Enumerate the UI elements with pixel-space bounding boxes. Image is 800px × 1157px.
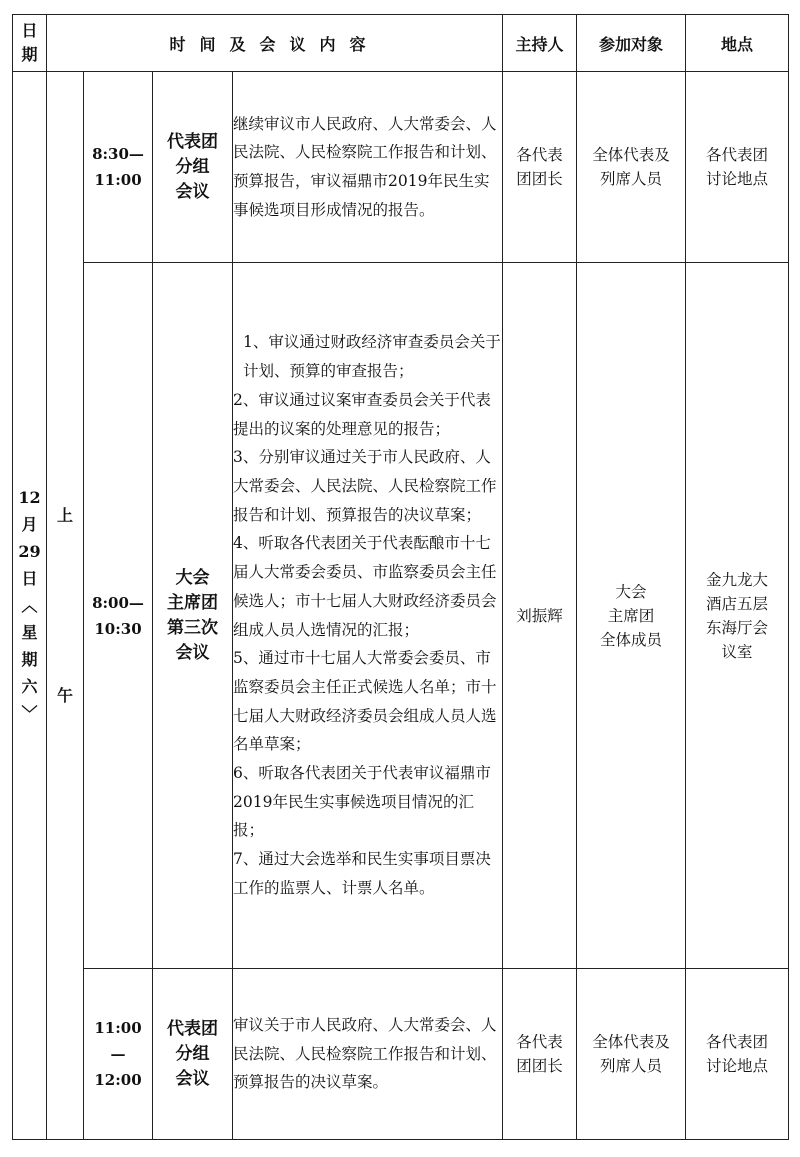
period-char: 午 [56,685,73,705]
header-row [13,15,789,72]
header-date-char: 期 [21,45,38,64]
agenda-item: 1、审议通过财政经济审查委员会关于计划、预算的审查报告； [243,333,501,381]
header-date-char: 日 [21,21,38,40]
agenda-item: 2、审议通过议案审查委员会关于代表提出的议案的处理意见的报告； [233,390,491,438]
session-type: 代表团 分组 会议 [153,969,233,1140]
session-content [233,263,503,969]
agenda-item: 6、听取各代表团关于代表审议福鼎市2019年民生实事候选项目情况的汇报； [233,764,491,840]
session-content: 继续审议市人民政府、人大常委会、人民法院、人民检察院工作报告和计划、预算报告，审议福鼎市2019年民生实事候选项目形成情况的报告。 [233,72,503,263]
header-attendees: 参加对象 [577,15,686,72]
session-row-3 [13,969,789,1140]
session-time: 8:00— 10:30 [84,263,153,969]
session-content: 审议关于市人民政府、人大常委会、人民法院、人民检察院工作报告和计划、预算报告的决议草案。 [233,969,503,1140]
session-time: 8:30— 11:00 [84,72,153,263]
session-host: 各代表 团团长 [503,969,577,1140]
date-cell [13,72,47,1140]
agenda-item: 7、通过大会选举和民生实事项目票决工作的监票人、计票人名单。 [233,850,491,897]
session-host: 刘振辉 [503,263,577,969]
session-attendees: 大会 主席团 全体成员 [577,263,686,969]
session-attendees: 全体代表及 列席人员 [577,969,686,1140]
date-char: 29 [18,542,41,561]
agenda-item: 5、通过市十七届人大常委会委员、市监察委员会主任正式候选人名单；市十七届人大财政经济委员会组成人员人选名单草案； [233,649,497,754]
session-attendees: 全体代表及 列席人员 [577,72,686,263]
session-location: 金九龙大 酒店五层 东海厅会 议室 [686,263,789,969]
date-char: 12 [18,488,41,507]
session-location: 各代表团 讨论地点 [686,969,789,1140]
schedule-table [12,14,789,1140]
date-char: 月 [21,515,38,534]
session-row-1 [13,72,789,263]
date-char: ﹀ [21,704,38,723]
date-char: ︿ [21,596,38,615]
session-row-2 [13,263,789,969]
agenda-item: 3、分别审议通过关于市人民政府、人大常委会、人民法院、人民检察院工作报告和计划、预算报告的决议草案； [233,448,497,524]
header-host: 主持人 [503,15,577,72]
session-type: 大会 主席团 第三次 会议 [153,263,233,969]
date-char: 六 [21,677,38,696]
period-cell [47,72,84,1140]
session-time: 11:00 — 12:00 [84,969,153,1140]
agenda-item: 4、听取各代表团关于代表酝酿市十七届人大常委会委员、市监察委员会主任候选人；市十七届人大财政经济委员会组成人员人选情况的汇报； [233,534,497,639]
header-date [13,15,47,72]
session-host: 各代表 团团长 [503,72,577,263]
header-content: 时间及会议内容 [47,15,503,72]
period-char: 上 [56,505,73,525]
date-char: 期 [21,650,38,669]
session-type: 代表团 分组 会议 [153,72,233,263]
session-location: 各代表团 讨论地点 [686,72,789,263]
header-location: 地点 [686,15,789,72]
date-char: 日 [21,569,38,588]
date-char: 星 [21,623,38,642]
